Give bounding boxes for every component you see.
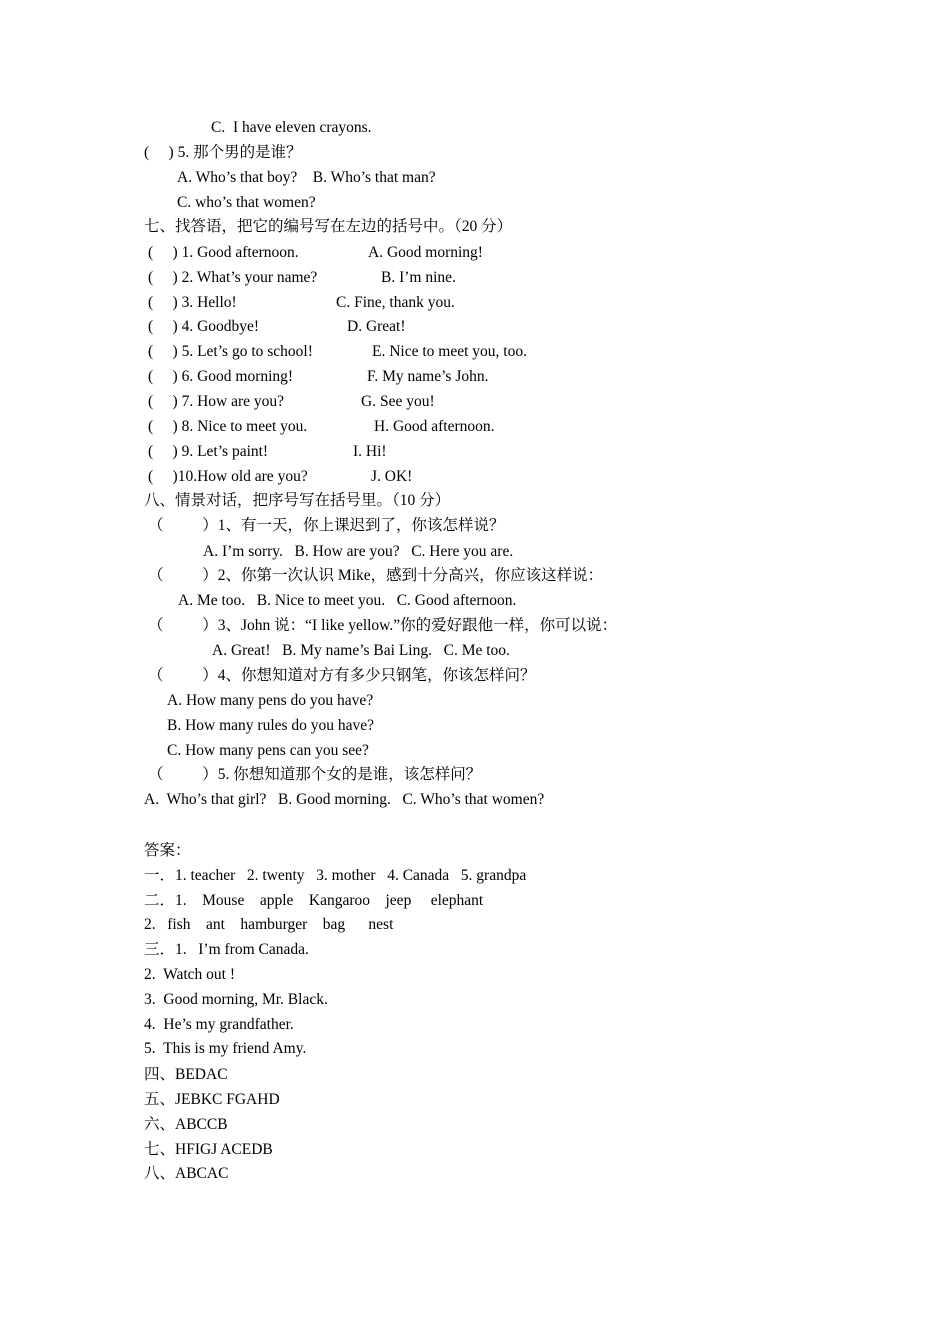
s8-q5-options: A. Who’s that girl? B. Good morning. C. Who’s that women? bbox=[144, 791, 545, 808]
s7-question: ( ) 1. Good afternoon. bbox=[148, 244, 299, 261]
answer-section-8: 八、ABCAC bbox=[144, 1165, 229, 1182]
s8-q2-options: A. Me too. B. Nice to meet you. C. Good afternoon. bbox=[178, 592, 517, 609]
s6-q4-option-c: C. I have eleven crayons. bbox=[211, 119, 372, 136]
s7-question: ( ) 3. Hello! bbox=[148, 294, 237, 311]
s7-answer: B. I’m nine. bbox=[381, 269, 456, 286]
s7-row bbox=[148, 392, 435, 412]
s8-q4-option-b: B. How many rules do you have? bbox=[167, 717, 375, 734]
s8-q3-text: （ ）3、John 说：“I like yellow.”你的爱好跟他一样，你可以说： bbox=[148, 617, 618, 634]
s8-q4-option-a: A. How many pens do you have? bbox=[167, 692, 374, 709]
s8-q2-text: （ ）2、你第一次认识 Mike，感到十分高兴，你应该这样说： bbox=[148, 567, 604, 584]
answer-section-3-line-3: 3. Good morning, Mr. Black. bbox=[144, 991, 328, 1008]
s7-answer: A. Good morning! bbox=[368, 244, 483, 261]
s7-row bbox=[148, 268, 456, 288]
s6-q5-option-c: C. who’s that women? bbox=[177, 194, 316, 211]
s7-row bbox=[148, 293, 455, 313]
s8-heading: 八、情景对话，把序号写在括号里。（10 分） bbox=[144, 492, 451, 509]
answer-section-5: 五、JEBKC FGAHD bbox=[144, 1091, 280, 1108]
s7-answer: D. Great! bbox=[347, 318, 406, 335]
s7-row bbox=[148, 417, 495, 437]
answer-section-2-line-1: 二．1. Mouse apple Kangaroo jeep elephant bbox=[144, 892, 484, 909]
s7-answer: H. Good afternoon. bbox=[374, 418, 495, 435]
s6-q5-options-ab: A. Who’s that boy? B. Who’s that man? bbox=[177, 169, 436, 186]
answer-section-3-line-2: 2. Watch out ! bbox=[144, 966, 236, 983]
s7-question: ( ) 9. Let’s paint! bbox=[148, 443, 269, 460]
answer-section-3-line-5: 5. This is my friend Amy. bbox=[144, 1040, 307, 1057]
s7-row bbox=[148, 317, 406, 337]
s8-q1-options: A. I’m sorry. B. How are you? C. Here you are. bbox=[203, 543, 514, 560]
s7-row bbox=[148, 467, 413, 487]
s6-q5-question: ( ) 5. 那个男的是谁？ bbox=[144, 144, 302, 161]
s7-answer: E. Nice to meet you, too. bbox=[372, 343, 527, 360]
s7-answer: I. Hi! bbox=[353, 443, 387, 460]
s8-q3-options: A. Great! B. My name’s Bai Ling. C. Me too. bbox=[212, 642, 510, 659]
answer-section-3-line-4: 4. He’s my grandfather. bbox=[144, 1016, 294, 1033]
s7-answer: G. See you! bbox=[361, 393, 435, 410]
s8-q5-text: （ ）5. 你想知道那个女的是谁，该怎样问？ bbox=[148, 766, 482, 783]
s7-row bbox=[148, 243, 483, 263]
s8-q4-option-c: C. How many pens can you see? bbox=[167, 742, 369, 759]
answer-section-2-line-2: 2. fish ant hamburger bag nest bbox=[144, 916, 394, 933]
s7-row bbox=[148, 442, 387, 462]
answers-title: 答案： bbox=[144, 842, 191, 859]
answer-section-3-line-1: 三．1. I’m from Canada. bbox=[144, 941, 309, 958]
s7-question: ( )10.How old are you? bbox=[148, 468, 308, 485]
answer-section-6: 六、ABCCB bbox=[144, 1116, 228, 1133]
s7-heading: 七、找答语，把它的编号写在左边的括号中。（20 分） bbox=[144, 218, 513, 235]
s7-row bbox=[148, 367, 489, 387]
s7-question: ( ) 4. Goodbye! bbox=[148, 318, 260, 335]
s7-question: ( ) 8. Nice to meet you. bbox=[148, 418, 308, 435]
s7-question: ( ) 7. How are you? bbox=[148, 393, 285, 410]
s7-question: ( ) 6. Good morning! bbox=[148, 368, 294, 385]
s8-q4-text: （ ）4、你想知道对方有多少只钢笔，你该怎样问？ bbox=[148, 667, 536, 684]
answer-section-4: 四、BEDAC bbox=[144, 1066, 228, 1083]
answer-section-7: 七、HFIGJ ACEDB bbox=[144, 1141, 273, 1158]
s7-question: ( ) 2. What’s your name? bbox=[148, 269, 318, 286]
s7-answer: C. Fine, thank you. bbox=[336, 294, 455, 311]
s7-row bbox=[148, 342, 527, 362]
answer-section-1: 一．1. teacher 2. twenty 3. mother 4. Canada 5. grandpa bbox=[144, 867, 527, 884]
s8-q1-text: （ ）1、有一天，你上课迟到了，你该怎样说？ bbox=[148, 517, 505, 534]
s7-answer: J. OK! bbox=[371, 468, 413, 485]
s7-question: ( ) 5. Let’s go to school! bbox=[148, 343, 313, 360]
s7-answer: F. My name’s John. bbox=[367, 368, 489, 385]
